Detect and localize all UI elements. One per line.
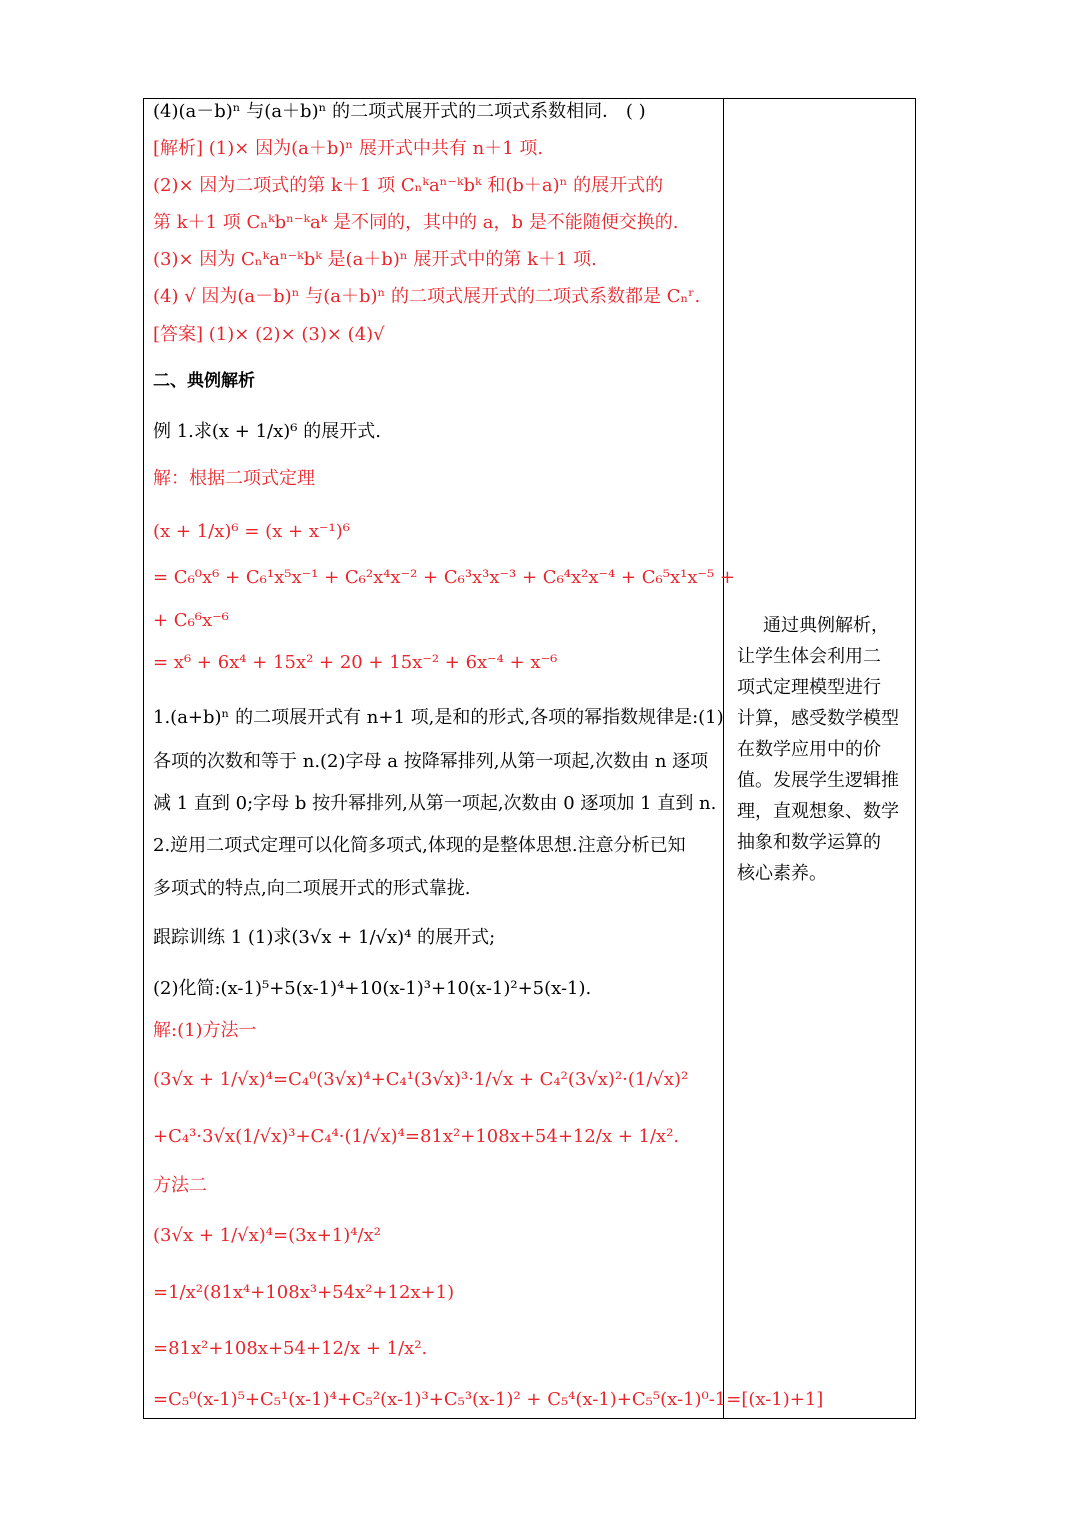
teaching-note-line: 通过典例解析， (763, 615, 889, 636)
method-2-step-2: =1/x²(81x⁴+108x³+54x²+12x+1) (153, 1282, 455, 1303)
teaching-note-line: 在数学应用中的价 (737, 739, 881, 760)
solution-step-3: + C₆⁶x⁻⁶ (153, 610, 229, 631)
analysis-2b: 第 k＋1 项 Cₙᵏbⁿ⁻ᵏaᵏ 是不同的，其中的 a，b 是不能随便交换的. (153, 212, 679, 233)
method-2-step-1: (3√x + 1/√x)⁴=(3x+1)⁴/x² (153, 1225, 381, 1246)
note-line-3: 减 1 直到 0;字母 b 按升幂排列,从第一项起,次数由 0 逐项加 1 直到 n. (153, 793, 717, 814)
solution-step-1: (x + 1/x)⁶ = (x + x⁻¹)⁶ (153, 521, 350, 542)
question-4: (4)(a－b)ⁿ 与(a＋b)ⁿ 的二项式展开式的二项式系数相同． ( ) (153, 101, 646, 122)
teaching-note-line: 值。发展学生逻辑推 (737, 770, 899, 791)
teaching-note-line: 核心素养。 (737, 863, 827, 884)
teaching-note (737, 610, 909, 889)
method-1-heading: 解:(1)方法一 (153, 1020, 257, 1041)
part-2-solution: =C₅⁰(x-1)⁵+C₅¹(x-1)⁴+C₅²(x-1)³+C₅³(x-1)² + C₅⁴(x-1)+C₅⁵(x-1)⁰-1=[(x-1)+1] (153, 1389, 824, 1410)
method-1-step-1: (3√x + 1/√x)⁴=C₄⁰(3√x)⁴+C₄¹(3√x)³·1/√x + C₄²(3√x)²·(1/√x)² (153, 1069, 689, 1090)
analysis-1: [解析] (1)× 因为(a＋b)ⁿ 展开式中共有 n＋1 项. (153, 138, 544, 159)
column-divider (723, 98, 724, 1419)
teaching-note-line: 理，直观想象、数学 (737, 801, 899, 822)
section-heading: 二、典例解析 (153, 371, 255, 391)
practice-1-prompt: 跟踪训练 1 (1)求(3√x + 1/√x)⁴ 的展开式; (153, 927, 496, 948)
practice-2-prompt: (2)化简:(x-1)⁵+5(x-1)⁴+10(x-1)³+10(x-1)²+5(x-1). (153, 978, 592, 999)
note-line-4: 2.逆用二项式定理可以化简多项式,体现的是整体思想.注意分析已知 (153, 835, 686, 856)
solution-step-4: = x⁶ + 6x⁴ + 15x² + 20 + 15x⁻² + 6x⁻⁴ + x⁻⁶ (153, 652, 558, 673)
note-line-2: 各项的次数和等于 n.(2)字母 a 按降幂排列,从第一项起,次数由 n 逐项 (153, 751, 709, 772)
teaching-note-line: 计算，感受数学模型 (737, 708, 899, 729)
method-2-step-3: =81x²+108x+54+12/x + 1/x². (153, 1338, 428, 1359)
analysis-3: (3)× 因为 Cₙᵏaⁿ⁻ᵏbᵏ 是(a＋b)ⁿ 展开式中的第 k＋1 项. (153, 249, 597, 270)
note-line-1: 1.(a+b)ⁿ 的二项展开式有 n+1 项,是和的形式,各项的幂指数规律是:(1) (153, 707, 724, 728)
note-line-5: 多项式的特点,向二项展开式的形式靠拢. (153, 878, 471, 899)
teaching-note-line: 项式定理模型进行 (737, 677, 881, 698)
analysis-4: (4) √ 因为(a－b)ⁿ 与(a＋b)ⁿ 的二项式展开式的二项式系数都是 Cₙʳ. (153, 286, 701, 307)
analysis-2a: (2)× 因为二项式的第 k＋1 项 Cₙᵏaⁿ⁻ᵏbᵏ 和(b＋a)ⁿ 的展开式的 (153, 175, 664, 196)
method-1-step-2: +C₄³·3√x(1/√x)³+C₄⁴·(1/√x)⁴=81x²+108x+54+12/x + 1/x². (153, 1126, 680, 1147)
teaching-note-line: 让学生体会利用二 (737, 646, 881, 667)
example-1-prompt: 例 1.求(x + 1/x)⁶ 的展开式. (153, 421, 381, 442)
solution-step-2: = C₆⁰x⁶ + C₆¹x⁵x⁻¹ + C₆²x⁴x⁻² + C₆³x³x⁻³ + C₆⁴x²x⁻⁴ + C₆⁵x¹x⁻⁵ + (153, 567, 736, 588)
answer-line: [答案] (1)× (2)× (3)× (4)√ (153, 324, 385, 345)
solution-intro: 解：根据二项式定理 (153, 468, 315, 489)
method-2-heading: 方法二 (153, 1175, 207, 1196)
teaching-note-line: 抽象和数学运算的 (737, 832, 881, 853)
